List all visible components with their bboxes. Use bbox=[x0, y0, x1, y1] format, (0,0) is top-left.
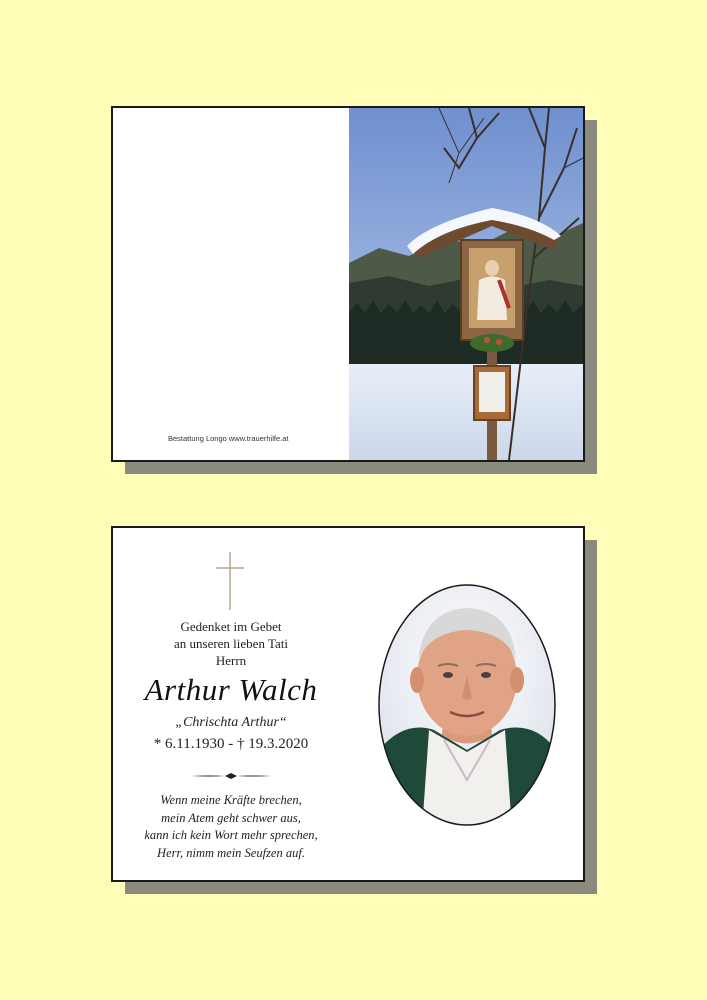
cross-icon bbox=[215, 552, 245, 610]
intro-line-3: Herrn bbox=[215, 653, 247, 668]
funeral-home-credit: Bestattung Longo www.trauerhilfe.at bbox=[168, 434, 289, 443]
intro-line-1: Gedenket im Gebet bbox=[180, 619, 282, 634]
verse bbox=[113, 792, 349, 862]
intro-line-2: an unseren lieben Tati bbox=[173, 636, 288, 651]
life-dates: * 6.11.1930 - † 19.3.2020 bbox=[153, 736, 309, 752]
deceased-name: Arthur Walch bbox=[144, 672, 318, 707]
card-inside bbox=[111, 526, 585, 882]
verse-line: mein Atem geht schwer aus, bbox=[161, 810, 301, 825]
wayside-shrine-photo bbox=[349, 108, 583, 460]
deceased-nickname: „Chrischta Arthur“ bbox=[175, 715, 287, 730]
verse-line: Wenn meine Kräfte brechen, bbox=[160, 793, 302, 807]
verse-line: kann ich kein Wort mehr sprechen, bbox=[144, 828, 318, 842]
deceased-portrait bbox=[374, 580, 560, 830]
verse-line: Herr, nimm mein Seufzen auf. bbox=[157, 845, 305, 860]
ornament-divider-icon bbox=[191, 772, 271, 780]
card-front bbox=[111, 106, 585, 462]
